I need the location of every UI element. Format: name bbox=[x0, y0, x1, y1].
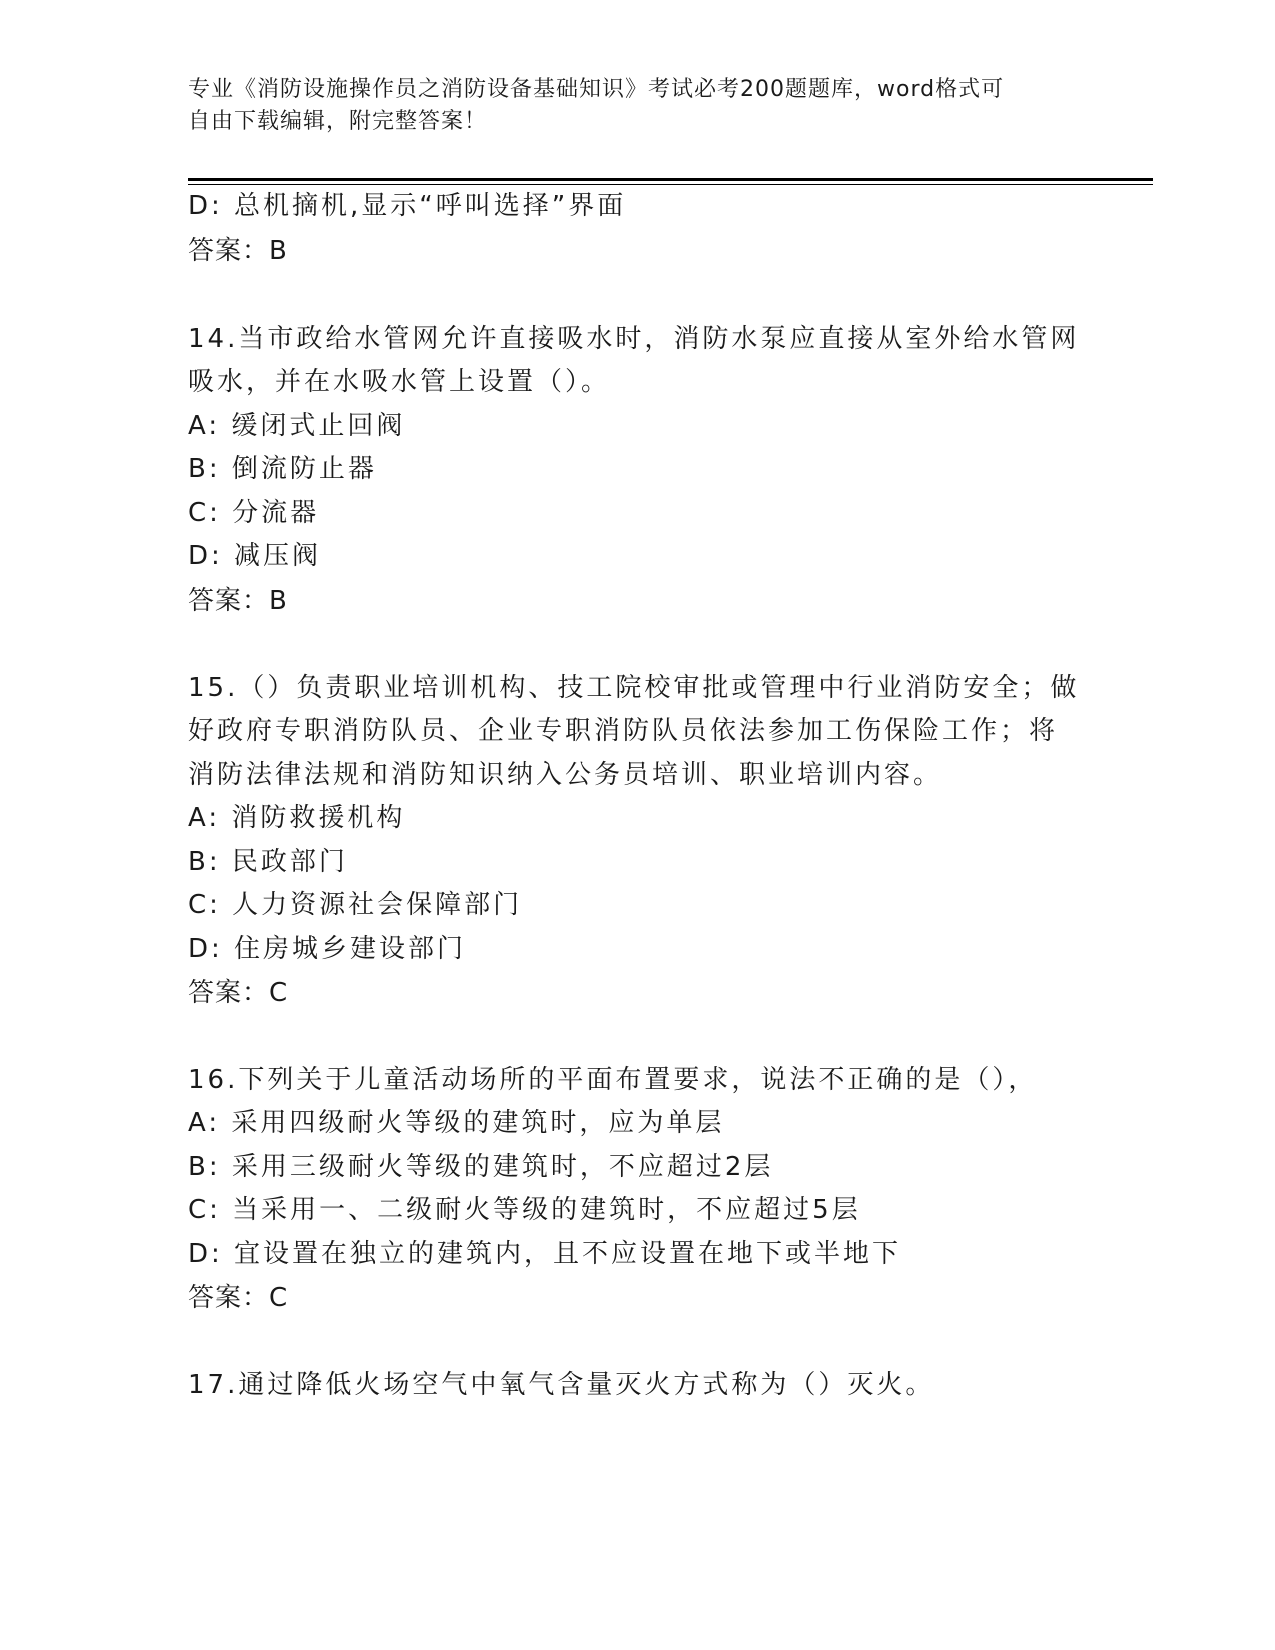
q15-option-c: C: 人力资源社会保障部门 bbox=[188, 890, 523, 920]
q16-option-b: B: 采用三级耐火等级的建筑时，不应超过2层 bbox=[188, 1152, 774, 1182]
q15-option-a: A: 消防救援机构 bbox=[188, 803, 406, 833]
q13-option-d: D: 总机摘机,显示“呼叫选择”界面 bbox=[188, 191, 627, 221]
header-divider-thick bbox=[188, 178, 1153, 181]
q14-option-a: A: 缓闭式止回阀 bbox=[188, 411, 406, 441]
q16-option-c: C: 当采用一、二级耐火等级的建筑时，不应超过5层 bbox=[188, 1195, 861, 1225]
q14-stem-line-2: 吸水，并在水吸水管上设置（）。 bbox=[188, 367, 611, 397]
q14-option-d: D: 减压阀 bbox=[188, 541, 322, 571]
q14-stem-line-1: 14.当市政给水管网允许直接吸水时，消防水泵应直接从室外给水管网 bbox=[188, 324, 1080, 354]
q15-stem-line-1: 15.（）负责职业培训机构、技工院校审批或管理中行业消防安全；做 bbox=[188, 673, 1080, 703]
q15-stem-line-2: 好政府专职消防队员、企业专职消防队员依法参加工伤保险工作；将 bbox=[188, 716, 1059, 746]
header-title-line-2: 自由下载编辑，附完整答案！ bbox=[188, 109, 488, 134]
q14-answer: 答案：B bbox=[188, 586, 288, 616]
q16-answer: 答案：C bbox=[188, 1283, 289, 1313]
q16-stem-line-1: 16.下列关于儿童活动场所的平面布置要求，说法不正确的是（）， bbox=[188, 1065, 1038, 1095]
q13-answer: 答案：B bbox=[188, 236, 288, 266]
header-title-line-1: 专业《消防设施操作员之消防设备基础知识》考试必考200题题库，word格式可 bbox=[188, 77, 1005, 102]
q15-option-d: D: 住房城乡建设部门 bbox=[188, 934, 467, 964]
q15-answer: 答案：C bbox=[188, 978, 289, 1008]
q15-stem-line-3: 消防法律法规和消防知识纳入公务员培训、职业培训内容。 bbox=[188, 760, 943, 790]
header-divider-thin bbox=[188, 184, 1153, 185]
q16-option-d: D: 宜设置在独立的建筑内，且不应设置在地下或半地下 bbox=[188, 1239, 902, 1269]
q14-option-c: C: 分流器 bbox=[188, 498, 320, 528]
q14-option-b: B: 倒流防止器 bbox=[188, 454, 377, 484]
q17-stem-line-1: 17.通过降低火场空气中氧气含量灭火方式称为（）灭火。 bbox=[188, 1370, 935, 1400]
q15-option-b: B: 民政部门 bbox=[188, 847, 348, 877]
q16-option-a: A: 采用四级耐火等级的建筑时，应为单层 bbox=[188, 1108, 725, 1138]
document-header bbox=[188, 74, 1088, 138]
